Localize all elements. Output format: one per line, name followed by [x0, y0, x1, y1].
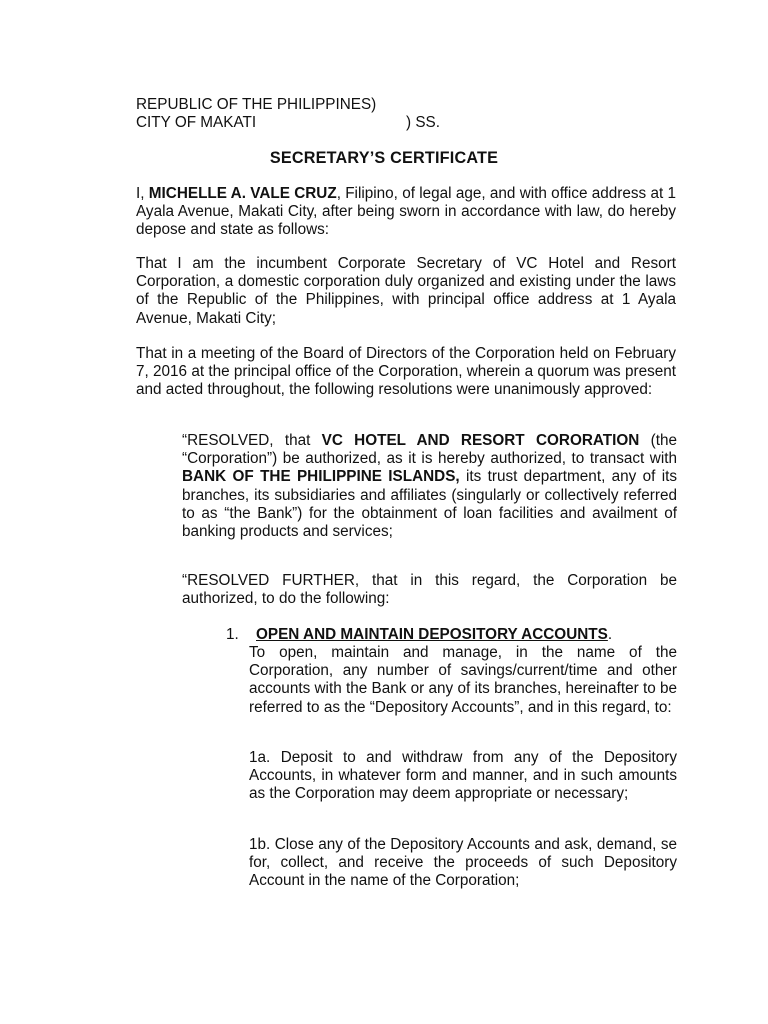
resolution-first-part1: “RESOLVED, that: [182, 432, 322, 449]
bank-name: BANK OF THE PHILIPPINE ISLANDS,: [182, 468, 460, 486]
resolution-first: [182, 432, 677, 541]
venue-block: [136, 96, 476, 132]
venue-city: [136, 114, 476, 132]
item-1-body: To open, maintain and manage, in the name of the Corporation, any number of savings/current/time and other accounts with the Bank or any of its branches, hereinafter to be referred to as the “Depository Accounts”, and in this regard, to:: [249, 644, 677, 716]
affiant-name: MICHELLE A. VALE CRUZ: [148, 185, 337, 202]
corporation-name: VC HOTEL AND RESORT CORORATION: [321, 432, 640, 449]
paragraph-secretary: That I am the incumbent Corporate Secretary of VC Hotel and Resort Corporation, a domestic corporation duly organized and existing under the laws of the Republic of the Philippines, with principal office address at 1 Ayala Avenue, Makati City;: [136, 255, 676, 327]
item-1-period: .: [607, 626, 613, 643]
item-1a: 1a. Deposit to and withdraw from any of the Depository Accounts, in whatever form and manner, and in such amounts as the Corporation may deem appropriate or necessary;: [249, 749, 677, 803]
intro-rest: , Filipino, of legal age, and with office address at 1 Ayala Avenue, Makati City, after being sworn in accordance with law, do hereby depose and state as follows:: [136, 185, 676, 239]
item-1b: 1b. Close any of the Depository Accounts and ask, demand, se for, collect, and receive the proceeds of such Depository Account in the name of the Corporation;: [249, 836, 677, 890]
intro-prefix: I,: [136, 185, 149, 202]
intro-paragraph: [136, 185, 676, 240]
resolution-further: “RESOLVED FURTHER, that in this regard, the Corporation be authorized, to do the following:: [182, 572, 677, 608]
item-1-title: OPEN AND MAINTAIN DEPOSITORY ACCOUNTS: [256, 626, 608, 643]
venue-republic-text: REPUBLIC OF THE PHILIPPINES): [136, 96, 377, 113]
item-1-number: 1.: [226, 626, 239, 643]
venue-ss: ) SS.: [406, 114, 440, 132]
document-title: SECRETARY’S CERTIFICATE: [269, 149, 499, 167]
venue-city-text: CITY OF MAKATI: [136, 114, 257, 132]
resolution-first-part2: (the “Corporation”) be authorized, as it is hereby authorized, to transact with: [182, 432, 677, 468]
resolution-first-part3: its trust department, any of its branches, its subsidiaries and affiliates (singularly or collectively referred to as “the Bank”) for the obtainment of loan facilities and availment of banking products and services;: [182, 468, 677, 541]
venue-republic: [136, 96, 476, 114]
item-1-heading: [226, 626, 677, 644]
paragraph-meeting: That in a meeting of the Board of Directors of the Corporation held on February 7, 2016 at the principal office of the Corporation, wherein a quorum was present and acted throughout, the following resolutions were unanimously approved:: [136, 345, 676, 399]
